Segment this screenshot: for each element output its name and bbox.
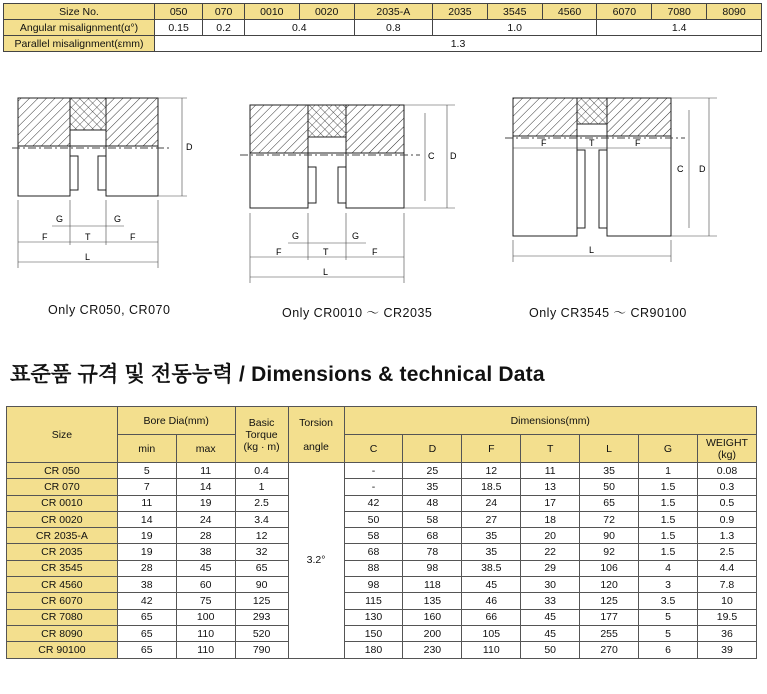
min-cell: 11 [117, 495, 176, 511]
size-cell: CR 070 [7, 479, 118, 495]
max-cell: 110 [176, 625, 235, 641]
f-cell: 46 [462, 593, 521, 609]
table-row [7, 593, 757, 609]
torsion-angle-cell: 3.2° [288, 463, 344, 659]
table-row [7, 625, 757, 641]
header-min: min [117, 435, 176, 463]
size-cell: 4560 [542, 4, 597, 20]
size-cell: CR 3545 [7, 560, 118, 576]
g-cell: 1.5 [639, 528, 698, 544]
w-cell: 0.08 [697, 463, 756, 479]
t-cell: 30 [521, 577, 580, 593]
d-cell: 200 [403, 625, 462, 641]
header-torque-line: Torque [245, 428, 278, 441]
size-cell: CR 0010 [7, 495, 118, 511]
g-cell: 1.5 [639, 479, 698, 495]
dim-label: T [85, 232, 91, 242]
max-cell: 28 [176, 528, 235, 544]
torque-cell: 90 [235, 577, 288, 593]
t-cell: 20 [521, 528, 580, 544]
table-row [7, 528, 757, 544]
coupling-diagram-small [12, 90, 212, 275]
max-cell: 45 [176, 560, 235, 576]
t-cell: 22 [521, 544, 580, 560]
angular-cell: 0.15 [155, 20, 203, 36]
size-cell: 2035-A [354, 4, 432, 20]
diagram-caption: Only CR3545 ～ CR90100 [529, 306, 687, 320]
max-cell: 19 [176, 495, 235, 511]
header-d: D [403, 435, 462, 463]
angular-cell: 0.4 [244, 20, 354, 36]
size-cell: 2035 [433, 4, 488, 20]
max-cell: 14 [176, 479, 235, 495]
header-torque-line: (kg · m) [243, 440, 280, 453]
header-dimensions: Dimensions(mm) [344, 407, 756, 435]
d-cell: 98 [403, 560, 462, 576]
w-cell: 39 [697, 642, 756, 658]
dim-label: T [589, 138, 595, 148]
d-cell: 118 [403, 577, 462, 593]
size-cell: CR 2035 [7, 544, 118, 560]
parallel-row [4, 36, 762, 52]
torque-cell: 293 [235, 609, 288, 625]
g-cell: 3 [639, 577, 698, 593]
table-row [7, 609, 757, 625]
g-cell: 1.5 [639, 495, 698, 511]
table-row [7, 560, 757, 576]
w-cell: 2.5 [697, 544, 756, 560]
dim-label: D [699, 164, 706, 174]
f-cell: 24 [462, 495, 521, 511]
min-cell: 42 [117, 593, 176, 609]
t-cell: 11 [521, 463, 580, 479]
header-torque-line: Basic [248, 416, 275, 429]
w-cell: 19.5 [697, 609, 756, 625]
g-cell: 5 [639, 625, 698, 641]
header-g: G [639, 435, 698, 463]
d-cell: 48 [403, 495, 462, 511]
f-cell: 45 [462, 577, 521, 593]
table-row [7, 463, 757, 479]
angular-cell: 0.2 [203, 20, 245, 36]
angular-cell: 0.8 [354, 20, 432, 36]
f-cell: 66 [462, 609, 521, 625]
size-label: Size No. [4, 4, 155, 20]
min-cell: 14 [117, 511, 176, 527]
table-row [7, 642, 757, 658]
d-cell: 58 [403, 511, 462, 527]
l-cell: 35 [580, 463, 639, 479]
section-title: 표준품 규격 및 전동능력 / Dimensions & technical Data [10, 363, 545, 386]
dim-label: F [635, 138, 641, 148]
header-c: C [344, 435, 403, 463]
header-weight [697, 435, 756, 463]
torque-cell: 520 [235, 625, 288, 641]
max-cell: 60 [176, 577, 235, 593]
max-cell: 110 [176, 642, 235, 658]
size-cell: 6070 [597, 4, 652, 20]
table-row [7, 544, 757, 560]
min-cell: 19 [117, 544, 176, 560]
misalignment-table [3, 3, 762, 52]
torque-cell: 32 [235, 544, 288, 560]
f-cell: 18.5 [462, 479, 521, 495]
l-cell: 255 [580, 625, 639, 641]
torque-cell: 12 [235, 528, 288, 544]
g-cell: 1.5 [639, 544, 698, 560]
f-cell: 105 [462, 625, 521, 641]
size-row [4, 4, 762, 20]
size-cell: CR 90100 [7, 642, 118, 658]
c-cell: 150 [344, 625, 403, 641]
dim-label: L [589, 245, 595, 255]
f-cell: 27 [462, 511, 521, 527]
header-t: T [521, 435, 580, 463]
w-cell: 10 [697, 593, 756, 609]
header-bore: Bore Dia(mm) [117, 407, 235, 435]
l-cell: 120 [580, 577, 639, 593]
parallel-label: Parallel misalignment(εmm) [4, 36, 155, 52]
l-cell: 270 [580, 642, 639, 658]
g-cell: 5 [639, 609, 698, 625]
header-torsion-line: angle [303, 440, 329, 453]
header-f: F [462, 435, 521, 463]
d-cell: 230 [403, 642, 462, 658]
dim-label: T [323, 247, 329, 257]
l-cell: 72 [580, 511, 639, 527]
dim-label: F [130, 232, 136, 242]
dim-label: G [292, 231, 300, 241]
header-weight-line: (kg) [717, 448, 737, 461]
w-cell: 1.3 [697, 528, 756, 544]
header-size: Size [7, 407, 118, 463]
d-cell: 135 [403, 593, 462, 609]
torque-cell: 2.5 [235, 495, 288, 511]
c-cell: 180 [344, 642, 403, 658]
t-cell: 29 [521, 560, 580, 576]
c-cell: - [344, 463, 403, 479]
max-cell: 24 [176, 511, 235, 527]
size-cell: 070 [203, 4, 245, 20]
l-cell: 90 [580, 528, 639, 544]
dim-label: C [677, 164, 684, 174]
w-cell: 7.8 [697, 577, 756, 593]
t-cell: 18 [521, 511, 580, 527]
f-cell: 35 [462, 528, 521, 544]
g-cell: 3.5 [639, 593, 698, 609]
coupling-diagram-medium [240, 95, 465, 290]
t-cell: 45 [521, 609, 580, 625]
table-row [7, 511, 757, 527]
w-cell: 0.3 [697, 479, 756, 495]
f-cell: 12 [462, 463, 521, 479]
dim-label: F [42, 232, 48, 242]
dim-label: L [323, 267, 329, 277]
d-cell: 160 [403, 609, 462, 625]
size-cell: 0020 [299, 4, 354, 20]
dim-label: G [56, 214, 64, 224]
dim-label: D [450, 151, 457, 161]
l-cell: 92 [580, 544, 639, 560]
w-cell: 4.4 [697, 560, 756, 576]
g-cell: 6 [639, 642, 698, 658]
size-cell: 7080 [652, 4, 707, 20]
l-cell: 177 [580, 609, 639, 625]
c-cell: 68 [344, 544, 403, 560]
size-cell: CR 8090 [7, 625, 118, 641]
t-cell: 13 [521, 479, 580, 495]
header-l: L [580, 435, 639, 463]
w-cell: 0.9 [697, 511, 756, 527]
torque-cell: 1 [235, 479, 288, 495]
c-cell: 98 [344, 577, 403, 593]
c-cell: - [344, 479, 403, 495]
min-cell: 28 [117, 560, 176, 576]
f-cell: 38.5 [462, 560, 521, 576]
min-cell: 65 [117, 625, 176, 641]
c-cell: 50 [344, 511, 403, 527]
coupling-diagram-large [505, 90, 720, 265]
angular-label: Angular misalignment(α°) [4, 20, 155, 36]
d-cell: 78 [403, 544, 462, 560]
diagram-caption: Only CR050, CR070 [48, 303, 171, 317]
size-cell: 050 [155, 4, 203, 20]
c-cell: 115 [344, 593, 403, 609]
header-torsion [288, 407, 344, 463]
table-row [7, 495, 757, 511]
max-cell: 11 [176, 463, 235, 479]
min-cell: 65 [117, 642, 176, 658]
l-cell: 65 [580, 495, 639, 511]
max-cell: 38 [176, 544, 235, 560]
header-max: max [176, 435, 235, 463]
header-weight-line: WEIGHT [705, 436, 748, 449]
c-cell: 58 [344, 528, 403, 544]
angular-row [4, 20, 762, 36]
t-cell: 50 [521, 642, 580, 658]
c-cell: 42 [344, 495, 403, 511]
size-cell: CR 7080 [7, 609, 118, 625]
angular-cell: 1.4 [597, 20, 762, 36]
g-cell: 4 [639, 560, 698, 576]
dim-label: F [372, 247, 378, 257]
f-cell: 35 [462, 544, 521, 560]
max-cell: 75 [176, 593, 235, 609]
dim-label: F [276, 247, 282, 257]
torque-cell: 125 [235, 593, 288, 609]
l-cell: 50 [580, 479, 639, 495]
d-cell: 25 [403, 463, 462, 479]
d-cell: 35 [403, 479, 462, 495]
torque-cell: 65 [235, 560, 288, 576]
angular-cell: 1.0 [433, 20, 597, 36]
size-cell: CR 2035-A [7, 528, 118, 544]
dim-label: C [428, 151, 435, 161]
torque-cell: 790 [235, 642, 288, 658]
torque-cell: 0.4 [235, 463, 288, 479]
min-cell: 38 [117, 577, 176, 593]
min-cell: 65 [117, 609, 176, 625]
t-cell: 17 [521, 495, 580, 511]
l-cell: 106 [580, 560, 639, 576]
header-torsion-line: Torsion [299, 416, 333, 429]
table-row [7, 577, 757, 593]
d-cell: 68 [403, 528, 462, 544]
t-cell: 33 [521, 593, 580, 609]
g-cell: 1 [639, 463, 698, 479]
c-cell: 130 [344, 609, 403, 625]
size-cell: 3545 [487, 4, 542, 20]
size-cell: CR 4560 [7, 577, 118, 593]
max-cell: 100 [176, 609, 235, 625]
min-cell: 5 [117, 463, 176, 479]
dim-label: L [85, 252, 91, 262]
l-cell: 125 [580, 593, 639, 609]
g-cell: 1.5 [639, 511, 698, 527]
dim-label: F [541, 138, 547, 148]
header-torque [235, 407, 288, 463]
table-row [7, 479, 757, 495]
dimensions-table [6, 406, 757, 659]
w-cell: 0.5 [697, 495, 756, 511]
f-cell: 110 [462, 642, 521, 658]
min-cell: 19 [117, 528, 176, 544]
size-cell: CR 0020 [7, 511, 118, 527]
c-cell: 88 [344, 560, 403, 576]
parallel-cell: 1.3 [155, 36, 762, 52]
diagram-caption: Only CR0010 ～ CR2035 [282, 306, 433, 320]
size-cell: CR 6070 [7, 593, 118, 609]
size-cell: 0010 [244, 4, 299, 20]
size-cell: CR 050 [7, 463, 118, 479]
dim-label: G [114, 214, 122, 224]
torque-cell: 3.4 [235, 511, 288, 527]
t-cell: 45 [521, 625, 580, 641]
dim-label: G [352, 231, 360, 241]
min-cell: 7 [117, 479, 176, 495]
w-cell: 36 [697, 625, 756, 641]
size-cell: 8090 [707, 4, 762, 20]
dim-label: D [186, 142, 193, 152]
